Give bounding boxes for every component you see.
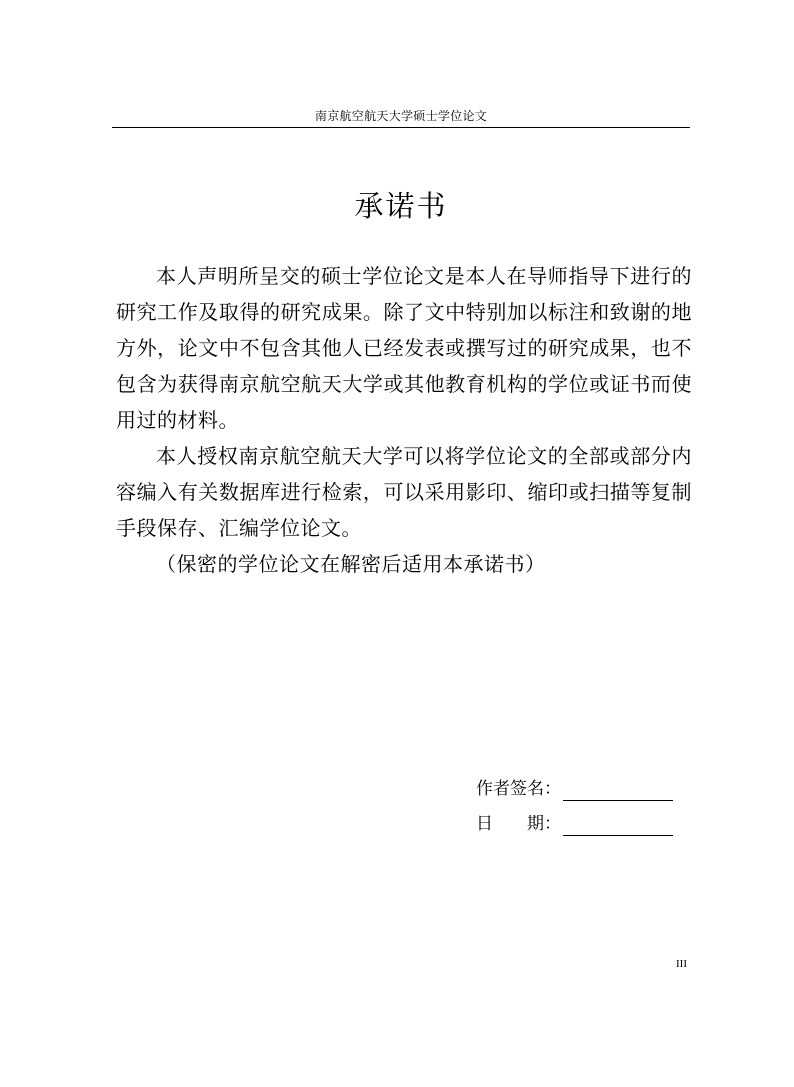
declaration-paragraph: 本人声明所呈交的硕士学位论文是本人在导师指导下进行的研究工作及取得的研究成果。除了文中特别加以标注和致谢的地方外，论文中不包含其他人已经发表或撰写过的研究成果，也不包含为获得南京航空航天大学或其他教育机构的学位或证书而使用过的材料。 [116,264,692,432]
authorization-paragraph: 本人授权南京航空航天大学可以将学位论文的全部或部分内容编入有关数据库进行检索，可以采用影印、缩印或扫描等复制手段保存、汇编学位论文。 [116,444,692,540]
author-signature-row [476,777,673,801]
header-divider [112,127,690,128]
running-header: 南京航空航天大学硕士学位论文 [314,109,488,123]
author-signature-line [563,780,673,801]
date-row [476,812,673,836]
confidentiality-note: （保密的学位论文在解密后适用本承诺书） [156,552,546,576]
date-label: 日 期： [476,814,561,834]
page-number: III [676,958,687,970]
document-body [116,258,692,582]
author-signature-label: 作者签名： [476,779,561,799]
date-line [563,815,673,836]
document-title: 承诺书 [354,189,448,223]
